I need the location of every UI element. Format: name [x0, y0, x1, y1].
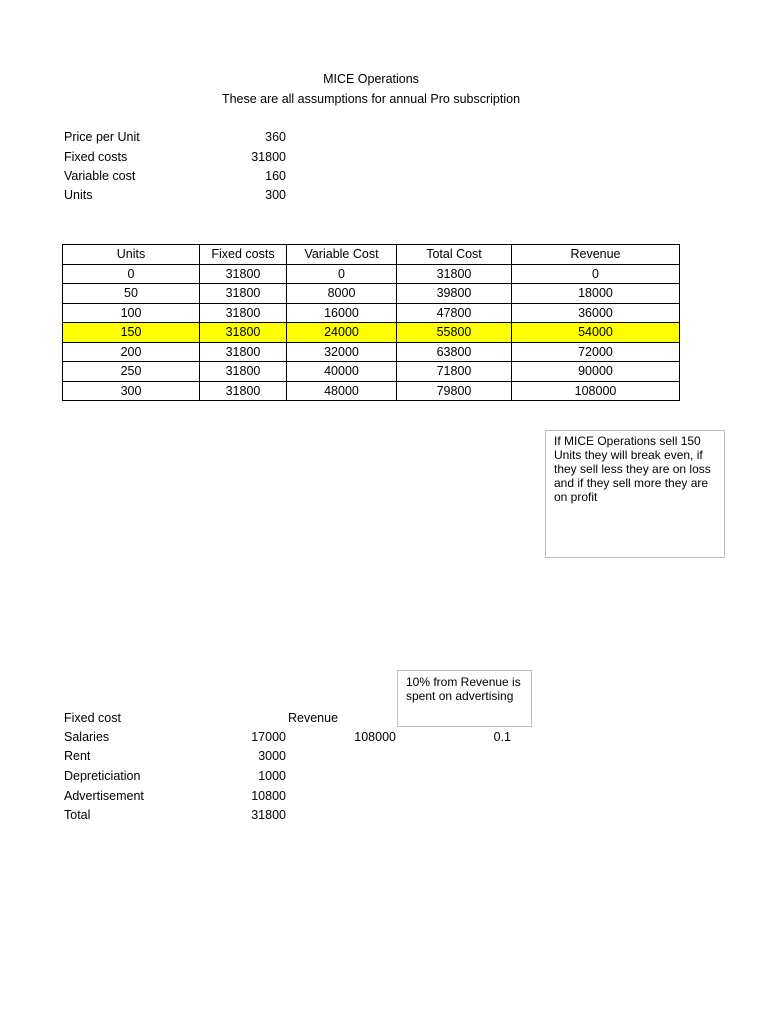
page-subtitle: These are all assumptions for annual Pro subscription — [221, 92, 521, 106]
table-cell: 100 — [63, 303, 200, 323]
fixed-cost-label: Rent — [64, 749, 91, 763]
column-header: Units — [63, 245, 200, 265]
table-cell: 39800 — [397, 284, 512, 304]
fixed-cost-total-label: Total — [64, 808, 91, 822]
advertising-note[interactable]: 10% from Revenue is spent on advertising — [397, 670, 532, 727]
column-header: Revenue — [512, 245, 680, 265]
break-even-note-clip — [545, 430, 711, 558]
table-cell: 36000 — [512, 303, 680, 323]
revenue-label: Revenue — [288, 711, 339, 725]
table-cell: 150 — [63, 323, 200, 343]
table-cell: 55800 — [397, 323, 512, 343]
table-cell: 16000 — [287, 303, 397, 323]
table-cell: 31800 — [397, 264, 512, 284]
assumption-value: 160 — [265, 169, 286, 183]
fixed-cost-label: Salaries — [64, 730, 110, 744]
table-header-row — [63, 245, 680, 265]
fixed-cost-label: Depreticiation — [64, 769, 141, 783]
fixed-cost-heading: Fixed cost — [64, 711, 121, 725]
table-row — [63, 381, 680, 401]
table-row — [63, 284, 680, 304]
table-cell: 48000 — [287, 381, 397, 401]
table-cell: 8000 — [287, 284, 397, 304]
fixed-cost-value: 17000 — [251, 730, 286, 744]
table-cell: 79800 — [397, 381, 512, 401]
table-cell: 0 — [287, 264, 397, 284]
break-even-note[interactable]: If MICE Operations sell 150 Units they will break even, if they sell less they are on loss and if they sell more they are on profit — [545, 430, 725, 558]
column-header: Variable Cost — [287, 245, 397, 265]
table-cell: 71800 — [397, 362, 512, 382]
table-row — [63, 303, 680, 323]
table-cell: 63800 — [397, 342, 512, 362]
column-header: Total Cost — [397, 245, 512, 265]
table-cell: 108000 — [512, 381, 680, 401]
table-row — [63, 362, 680, 382]
table-cell: 90000 — [512, 362, 680, 382]
table-cell: 300 — [63, 381, 200, 401]
table-cell: 50 — [63, 284, 200, 304]
table-cell: 31800 — [200, 362, 287, 382]
page-title: MICE Operations — [323, 72, 419, 86]
table-cell: 54000 — [512, 323, 680, 343]
table-cell: 250 — [63, 362, 200, 382]
fixed-cost-value: 1000 — [258, 769, 286, 783]
fixed-cost-value: 10800 — [251, 789, 286, 803]
advertising-rate-value: 0.1 — [493, 730, 511, 744]
assumption-value: 300 — [265, 188, 286, 202]
table-cell: 72000 — [512, 342, 680, 362]
fixed-cost-value: 3000 — [258, 749, 286, 763]
assumption-label: Price per Unit — [64, 130, 140, 144]
table-cell: 40000 — [287, 362, 397, 382]
table-cell: 18000 — [512, 284, 680, 304]
assumption-value: 360 — [265, 130, 286, 144]
table-cell: 0 — [512, 264, 680, 284]
assumption-label: Units — [64, 188, 93, 202]
revenue-value: 108000 — [354, 730, 396, 744]
table-cell: 24000 — [287, 323, 397, 343]
table-cell: 200 — [63, 342, 200, 362]
assumption-label: Fixed costs — [64, 150, 128, 164]
table-cell: 32000 — [287, 342, 397, 362]
table-row-break-even — [63, 323, 680, 343]
fixed-cost-label: Advertisement — [64, 789, 144, 803]
table-cell: 0 — [63, 264, 200, 284]
table-cell: 47800 — [397, 303, 512, 323]
table-row — [63, 342, 680, 362]
assumption-value: 31800 — [251, 150, 286, 164]
table-cell: 31800 — [200, 342, 287, 362]
table-row — [63, 264, 680, 284]
table-cell: 31800 — [200, 264, 287, 284]
table-cell: 31800 — [200, 381, 287, 401]
column-header: Fixed costs — [200, 245, 287, 265]
assumption-label: Variable cost — [64, 169, 136, 183]
table-cell: 31800 — [200, 284, 287, 304]
table-cell: 31800 — [200, 323, 287, 343]
table-cell: 31800 — [200, 303, 287, 323]
fixed-cost-total-value: 31800 — [251, 808, 286, 822]
cost-table — [62, 244, 680, 401]
